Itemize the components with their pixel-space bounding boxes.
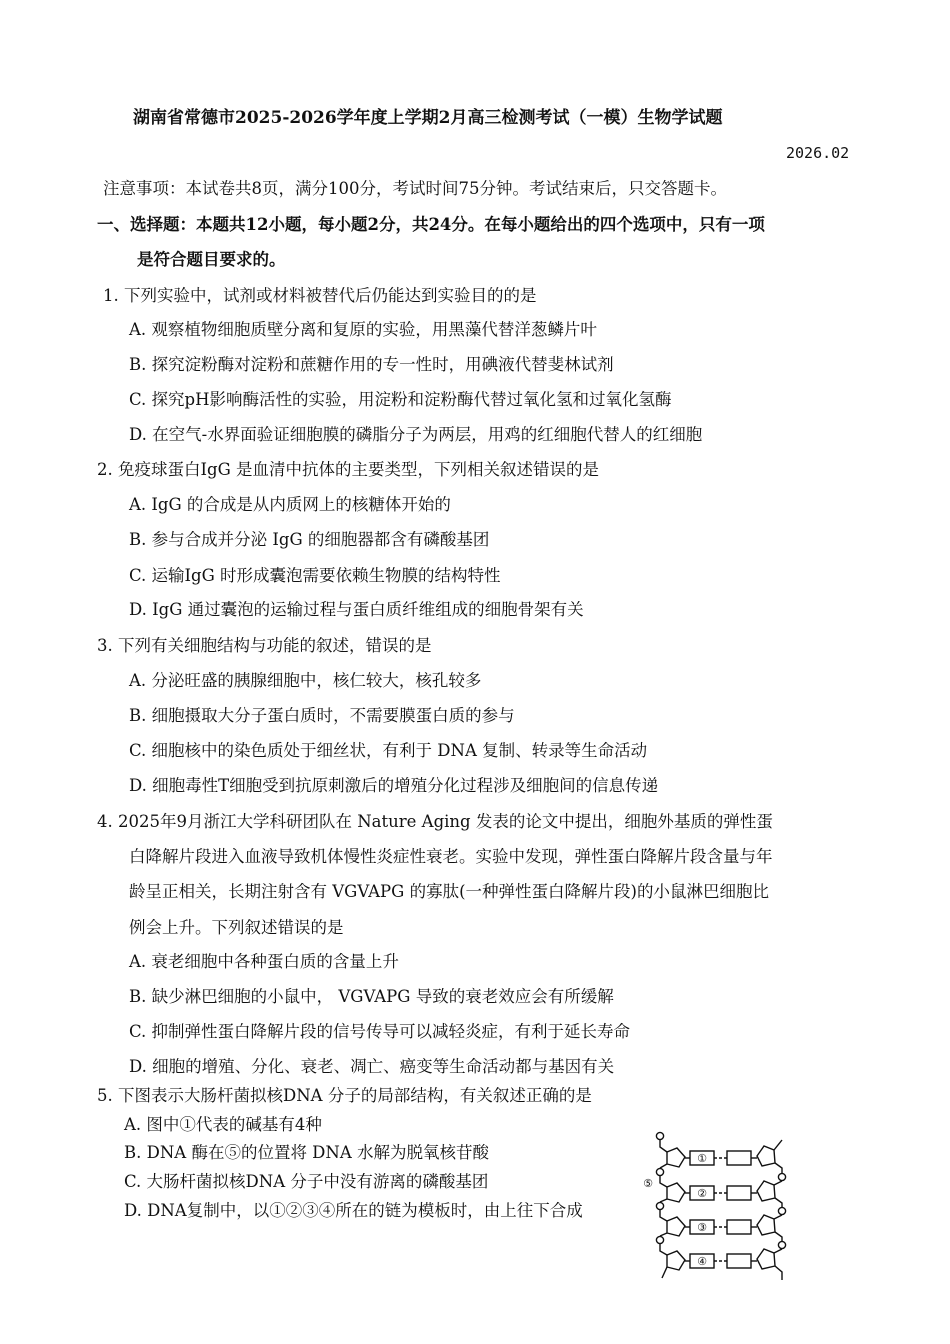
figure-label-4: ④	[697, 1255, 707, 1268]
q1-option-b: B. 探究淀粉酶对淀粉和蔗糖作用的专一性时，用碘液代替斐林试剂	[129, 355, 614, 374]
q3-option-b: B. 细胞摄取大分子蛋白质时，不需要膜蛋白质的参与	[129, 706, 515, 725]
q5-option-c: C. 大肠杆菌拟核DNA 分子中没有游离的磷酸基团	[124, 1172, 489, 1191]
figure-label-2: ②	[697, 1187, 707, 1200]
q1-stem: 1. 下列实验中，试剂或材料被替代后仍能达到实验目的的是	[103, 286, 537, 305]
q4-option-c: C. 抑制弹性蛋白降解片段的信号传导可以减轻炎症，有利于延长寿命	[129, 1022, 631, 1041]
q4-stem-line4: 例会上升。下列叙述错误的是	[129, 918, 344, 937]
q2-stem: 2. 免疫球蛋白IgG 是血清中抗体的主要类型，下列相关叙述错误的是	[97, 460, 599, 479]
q4-option-b: B. 缺少淋巴细胞的小鼠中， VGVAPG 导致的衰老效应会有所缓解	[129, 987, 614, 1006]
q2-option-a: A. IgG 的合成是从内质网上的核糖体开始的	[129, 495, 451, 514]
q4-option-a: A. 衰老细胞中各种蛋白质的含量上升	[129, 952, 399, 971]
section-heading-line2: 是符合题目要求的。	[137, 250, 286, 269]
dna-structure-figure	[640, 1130, 810, 1286]
q4-stem-line1: 4. 2025年9月浙江大学科研团队在 Nature Aging 发表的论文中提出，细胞外基质的弹性蛋	[97, 812, 773, 831]
q3-stem: 3. 下列有关细胞结构与功能的叙述，错误的是	[97, 636, 432, 655]
q5-stem: 5. 下图表示大肠杆菌拟核DNA 分子的局部结构，有关叙述正确的是	[97, 1086, 592, 1105]
q1-option-a: A. 观察植物细胞质壁分离和复原的实验，用黑藻代替洋葱鳞片叶	[129, 320, 597, 339]
figure-label-3: ③	[697, 1221, 707, 1234]
q4-stem-line3: 龄呈正相关，长期注射含有 VGVAPG 的寡肽(一种弹性蛋白降解片段)的小鼠淋巴细胞比	[129, 882, 769, 901]
q1-option-d: D. 在空气-水界面验证细胞膜的磷脂分子为两层，用鸡的红细胞代替人的红细胞	[129, 425, 703, 444]
q2-option-c: C. 运输IgG 时形成囊泡需要依赖生物膜的结构特性	[129, 566, 501, 585]
figure-label-5: ⑤	[643, 1177, 653, 1190]
section-heading-line1: 一、选择题：本题共12小题，每小题2分，共24分。在每小题给出的四个选项中，只有一项	[97, 215, 765, 234]
q4-option-d: D. 细胞的增殖、分化、衰老、凋亡、癌变等生命活动都与基因有关	[129, 1057, 615, 1076]
q1-option-c: C. 探究pH影响酶活性的实验，用淀粉和淀粉酶代替过氧化氢和过氧化氢酶	[129, 390, 672, 409]
q5-option-b: B. DNA 酶在⑤的位置将 DNA 水解为脱氧核苷酸	[124, 1143, 490, 1162]
q4-stem-line2: 白降解片段进入血液导致机体慢性炎症性衰老。实验中发现，弹性蛋白降解片段含量与年	[129, 847, 773, 866]
q2-option-b: B. 参与合成并分泌 IgG 的细胞器都含有磷酸基团	[129, 530, 490, 549]
q3-option-d: D. 细胞毒性T细胞受到抗原刺激后的增殖分化过程涉及细胞间的信息传递	[129, 776, 659, 795]
notice: 注意事项：本试卷共8页，满分100分，考试时间75分钟。考试结束后，只交答题卡。	[103, 179, 727, 198]
q5-option-d: D. DNA复制中，以①②③④所在的链为模板时，由上往下合成	[124, 1201, 583, 1220]
q3-option-a: A. 分泌旺盛的胰腺细胞中，核仁较大，核孔较多	[129, 671, 482, 690]
q5-option-a: A. 图中①代表的碱基有4种	[124, 1115, 322, 1134]
q3-option-c: C. 细胞核中的染色质处于细丝状，有利于 DNA 复制、转录等生命活动	[129, 741, 648, 760]
page-title: 湖南省常德市2025-2026学年度上学期2月高三检测考试（一模）生物学试题	[133, 108, 723, 128]
q2-option-d: D. IgG 通过囊泡的运输过程与蛋白质纤维组成的细胞骨架有关	[129, 600, 584, 619]
figure-label-1: ①	[697, 1152, 707, 1165]
exam-date: 2026.02	[786, 144, 850, 162]
